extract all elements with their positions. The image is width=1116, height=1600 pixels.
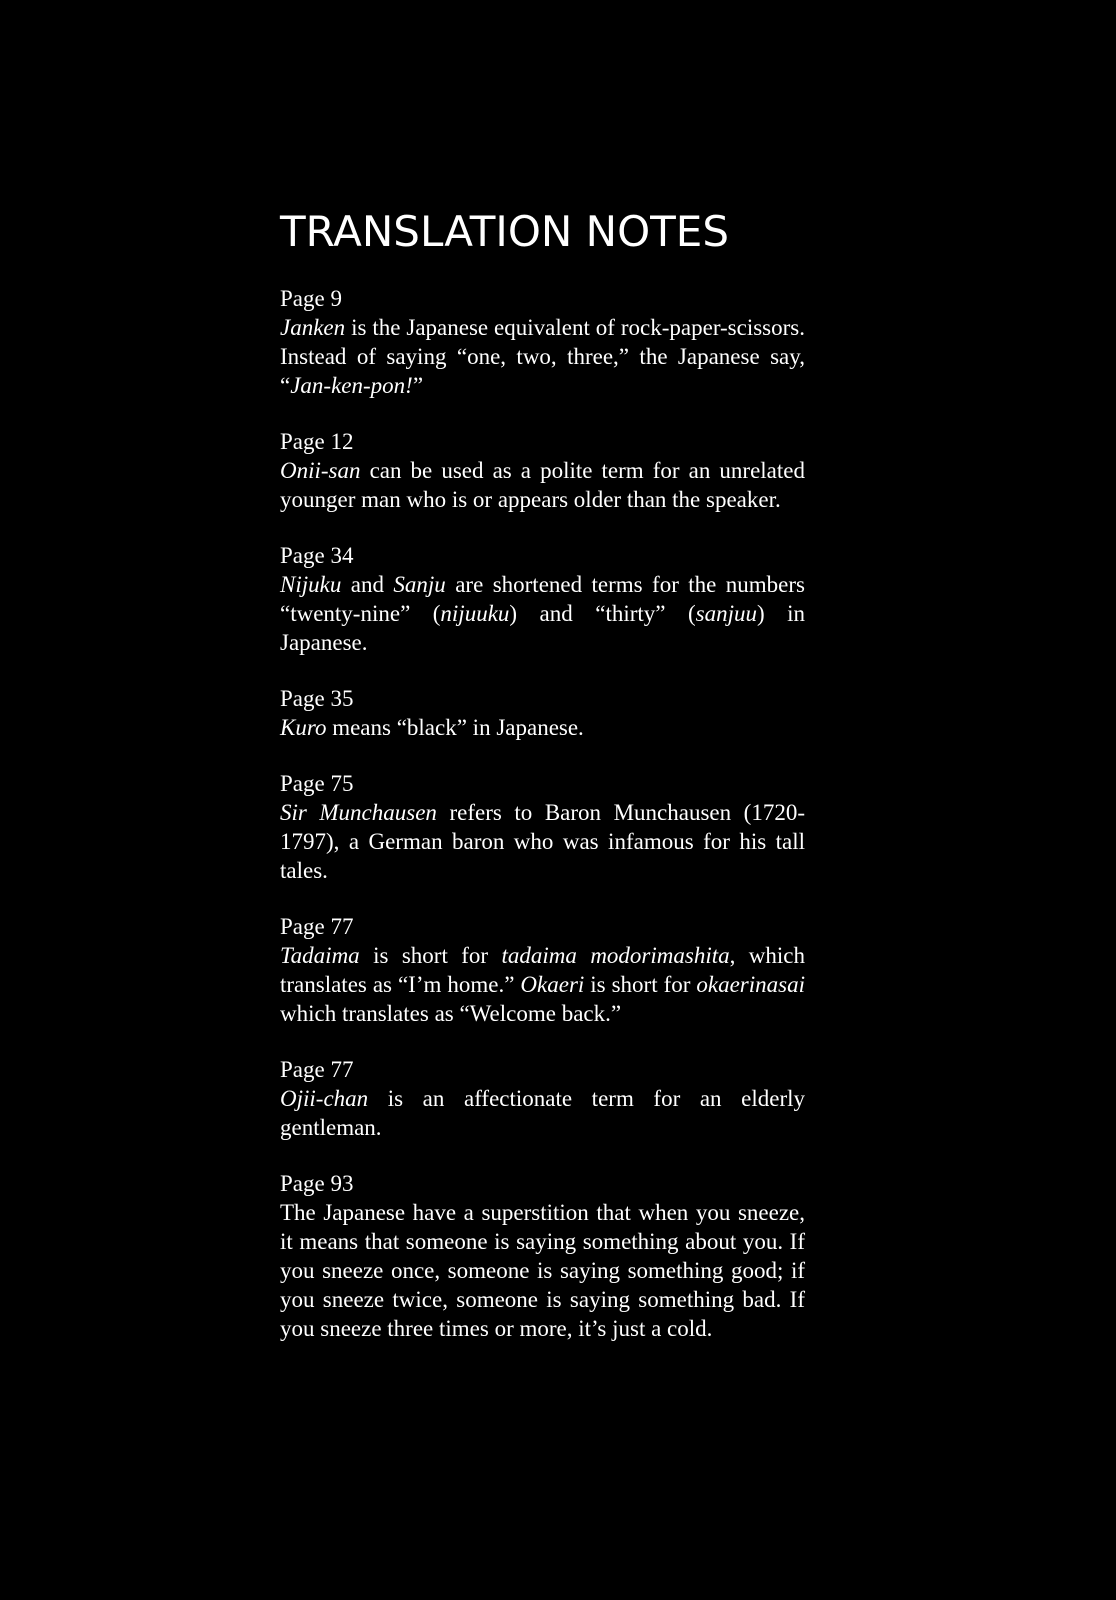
translation-notes-page (280, 200, 805, 1370)
note-page-reference: Page 77 (280, 914, 354, 939)
note-segment: is short for (584, 972, 697, 997)
note-item (280, 1169, 805, 1343)
note-text (280, 1084, 805, 1142)
note-segment: which translates as “Welcome back.” (280, 1001, 622, 1026)
note-term: Sir Munchausen (280, 800, 437, 825)
note-segment: and (341, 572, 394, 597)
note-term: Okaeri (520, 972, 585, 997)
note-segment: is an affectionate term for an elderly gentleman. (280, 1086, 805, 1140)
note-segment: The Japanese have a superstition that when you sneeze, it means that someone is saying something about you. If you sneeze once, someone is saying something good; if you sneeze twice, someone is saying something bad. If you sneeze three times or more, it’s just a cold. (280, 1200, 805, 1341)
note-term: Tadaima (280, 943, 360, 968)
note-term: Sanju (393, 572, 446, 597)
note-term: Onii-san (280, 458, 361, 483)
note-item (280, 912, 805, 1028)
note-text (280, 941, 805, 1028)
note-term: nijuuku (440, 601, 510, 626)
note-segment: refers to Baron Munchausen (1720-1797), a German baron who was infamous for his tall tales. (280, 800, 805, 883)
note-item (280, 684, 805, 742)
note-term: tadaima modorimashita (501, 943, 730, 968)
note-term: Ojii-chan (280, 1086, 369, 1111)
note-text (280, 713, 805, 742)
note-segment: is the Japanese equivalent of rock-paper-scissors. Instead of saying “one, two, three,” the Japanese say, “ (280, 315, 805, 398)
note-page-reference: Page 77 (280, 1057, 354, 1082)
note-page-reference: Page 93 (280, 1171, 354, 1196)
note-text (280, 456, 805, 514)
note-segment: , which translates as “I’m home.” (280, 943, 805, 997)
note-term: okaerinasai (696, 972, 805, 997)
note-text (280, 570, 805, 657)
note-segment: is short for (359, 943, 502, 968)
note-page-reference: Page 34 (280, 543, 354, 568)
note-segment: means “black” in Japanese. (326, 715, 584, 740)
note-item (280, 769, 805, 885)
note-segment: ) in Japanese. (280, 601, 805, 655)
note-segment: ) and “thirty” ( (509, 601, 696, 626)
note-term: Kuro (280, 715, 327, 740)
note-term: Janken (280, 315, 346, 340)
note-page-reference: Page 12 (280, 429, 354, 454)
note-item (280, 284, 805, 400)
note-item (280, 427, 805, 514)
note-segment: ” (412, 373, 424, 398)
note-segment: are shortened terms for the numbers “twenty-nine” ( (280, 572, 805, 626)
note-term: sanjuu (695, 601, 757, 626)
note-term: Nijuku (280, 572, 342, 597)
note-page-reference: Page 75 (280, 771, 354, 796)
note-segment: can be used as a polite term for an unrelated younger man who is or appears older than the speaker. (280, 458, 805, 512)
note-text (280, 313, 805, 400)
note-item (280, 1055, 805, 1142)
note-term: Jan-ken-pon! (290, 373, 413, 398)
note-item (280, 541, 805, 657)
note-page-reference: Page 35 (280, 686, 354, 711)
note-text (280, 1198, 805, 1343)
note-page-reference: Page 9 (280, 286, 342, 311)
page-title: TRANSLATION NOTES (280, 207, 729, 256)
note-text (280, 798, 805, 885)
notes-list (280, 284, 805, 1343)
